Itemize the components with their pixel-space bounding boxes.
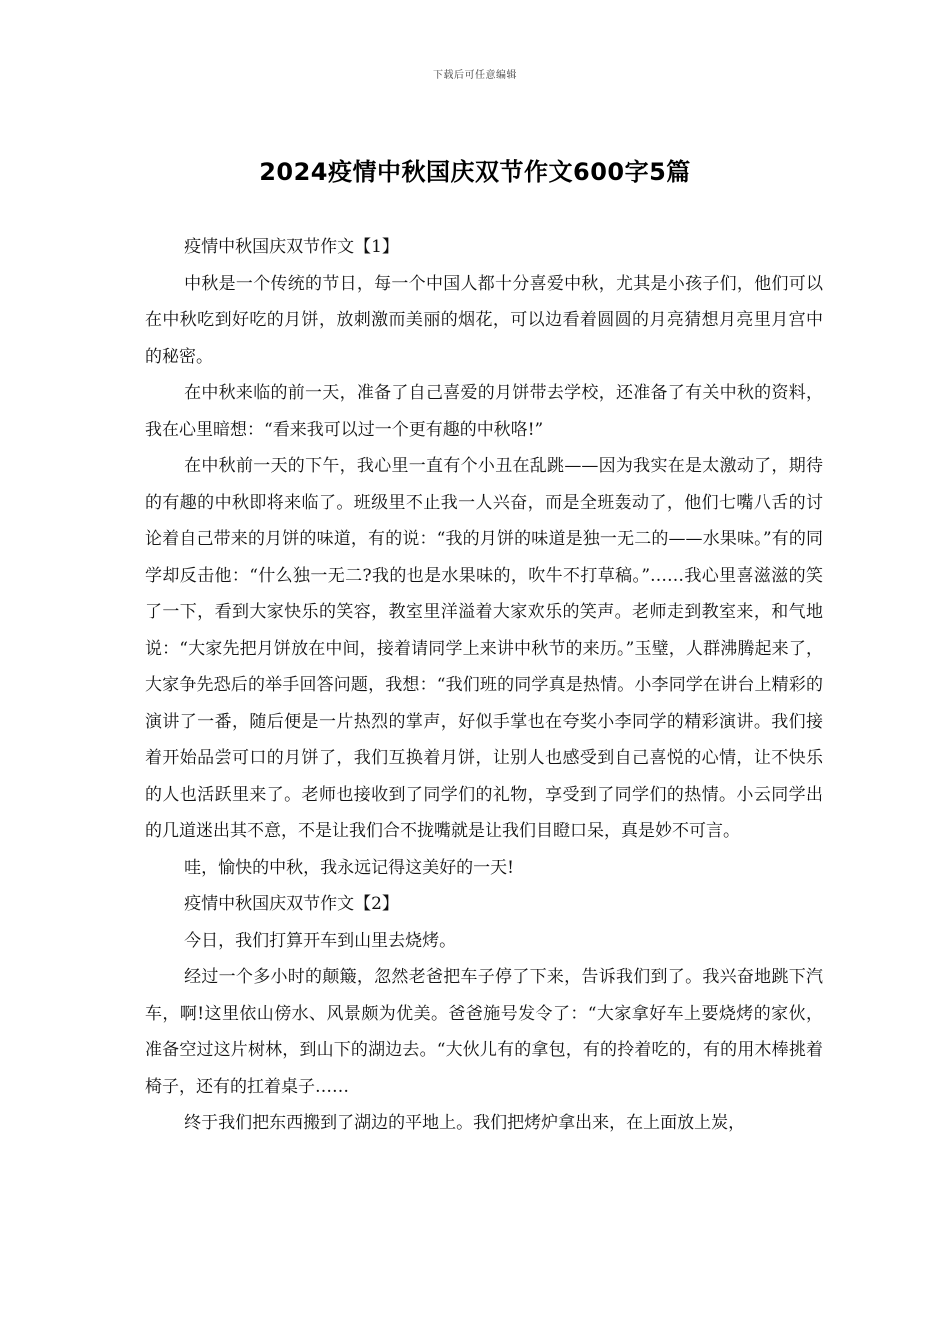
paragraph: 在中秋前一天的下午，我心里一直有个小丑在乱跳——因为我实在是太激动了，期待的有趣的中秋即将来临了。班级里不止我一人兴奋，而是全班轰动了，他们七嘴八舌的讨论着自己带来的月饼的味道，有的说：“我的月饼的味道是独一无二的——水果味。”有的同学却反击他：“什么独一无二?我的也是水果味的，吹牛不打草稿。”……我心里喜滋滋的笑了一下，看到大家快乐的笑容，教室里洋溢着大家欢乐的笑声。老师走到教室来，和气地说：“大家先把月饼放在中间，接着请同学上来讲中秋节的来历。”玉璧，人群沸腾起来了，大家争先恐后的举手回答问题，我想：“我们班的同学真是热情。小李同学在讲台上精彩的演讲了一番，随后便是一片热烈的掌声，好似手掌也在夸奖小李同学的精彩演讲。我们接着开始品尝可口的月饼了，我们互换着月饼，让别人也感受到自己喜悦的心情，让不快乐的人也活跃里来了。老师也接收到了同学们的礼物，享受到了同学们的热情。小云同学出的几道迷出其不意，不是让我们合不拢嘴就是让我们目瞪口呆，真是妙不可言。 [145,456,823,841]
section-heading: 疫情中秋国庆双节作文【2】 [184,894,399,914]
document-title: 2024疫情中秋国庆双节作文600字5篇 [259,158,691,186]
header-note: 下载后可任意编辑 [433,70,517,81]
paragraph: 今日，我们打算开车到山里去烧烤。 [184,930,457,951]
paragraph: 经过一个多小时的颠簸，忽然老爸把车子停了下来，告诉我们到了。我兴奋地跳下汽车，啊!这里依山傍水、风景颇为优美。爸爸施号发令了：“大家拿好车上要烧烤的家伙，准备空过这片树林，到山下的湖边去。“大伙儿有的拿包，有的拎着吃的，有的用木棒挑着椅子，还有的扛着桌子…… [145,967,823,1097]
section-heading: 疫情中秋国庆双节作文【1】 [184,237,399,257]
paragraph: 中秋是一个传统的节日，每一个中国人都十分喜爱中秋，尤其是小孩子们，他们可以在中秋吃到好吃的月饼，放刺激而美丽的烟花，可以边看着圆圆的月亮猜想月亮里月宫中的秘密。 [145,273,823,367]
paragraph: 终于我们把东西搬到了湖边的平地上。我们把烤炉拿出来，在上面放上炭， [184,1113,746,1133]
paragraph: 在中秋来临的前一天，准备了自己喜爱的月饼带去学校，还准备了有关中秋的资料，我在心里暗想：“看来我可以过一个更有趣的中秋咯!” [145,383,823,440]
document-body [145,229,823,1142]
paragraph: 哇，愉快的中秋，我永远记得这美好的一天! [184,857,514,878]
